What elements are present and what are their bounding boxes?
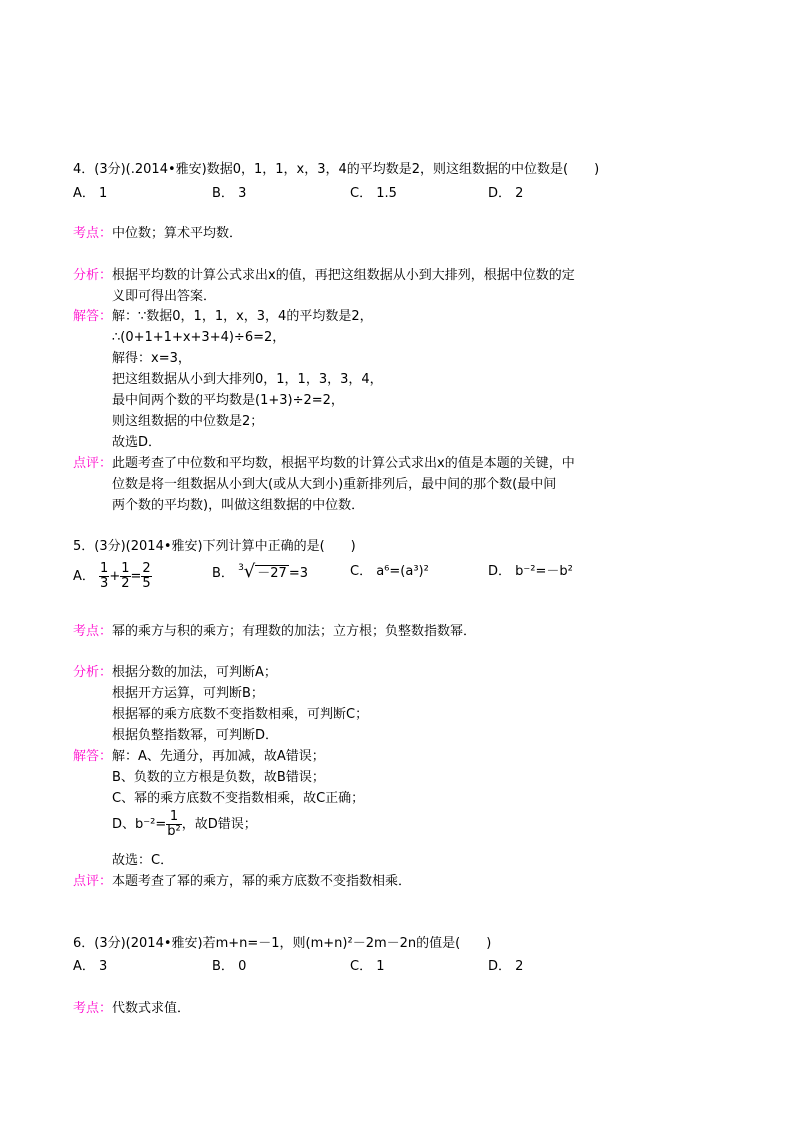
q5-jieda-label: 解答： [73,749,113,764]
option-text: 1 [376,959,385,974]
q4-jieda-line: 故选D． [112,435,162,450]
jieda-d-prefix: D、b⁻²= [112,817,167,832]
q4-dianping-line: 位数是将一组数据从小到大(或从大到小)重新排列后，最中间的那个数(最中间 [112,477,557,492]
option-text: 2 [515,959,524,974]
q6-stem: 6．(3分)(2014•雅安)若m+n=－1，则(m+n)²－2m－2n的值是( ) [73,936,492,951]
q5-stem: 5．(3分)(2014•雅安)下列计算中正确的是( ) [73,539,356,554]
option-key: A． [73,569,95,584]
numerator: 1 [100,561,109,576]
q4-stem: 4．(3分)(.2014•雅安)数据0，1，1，x，3，4的平均数是2，则这组数据的中位数是( ) [73,162,600,177]
radicand: －27 [257,566,287,581]
q5-dianping: 本题考查了幂的乘方，幂的乘方底数不变指数相乘． [112,874,412,889]
q6-kaodian: 代数式求值． [112,1001,191,1016]
q4-dianping-line: 两个数的平均数)，叫做这组数据的中位数． [112,498,365,513]
fraction [99,562,109,591]
q4-jieda-line: ∴(0+1+1+x+3+4)÷6=2， [112,330,286,345]
fraction [120,562,130,591]
option-key: C． [350,186,373,201]
q4-jieda-line: 最中间两个数的平均数是(1+3)÷2=2， [112,393,344,408]
q5-option-c [350,564,429,580]
option-key: D． [488,959,512,974]
option-text: 3 [238,186,247,201]
q6-option-d [488,959,523,975]
numerator: 1 [121,561,130,576]
q4-dianping-line: 此题考查了中位数和平均数，根据平均数的计算公式求出x的值是本题的关键，中 [112,456,575,471]
q5-option-d [488,564,573,580]
option-key: B． [212,959,234,974]
option-key: C． [350,959,373,974]
denominator: b² [167,824,181,839]
option-key: D． [488,186,512,201]
option-text: b⁻²=－b² [515,564,573,579]
option-key: A． [73,186,95,201]
option-text: 3 [99,959,108,974]
q4-fenxi-line: 义即可得出答案． [112,289,217,304]
q5-fenxi-line: 根据开方运算，可判断B； [112,686,264,701]
denominator: 5 [142,576,151,591]
option-text: 2 [515,186,524,201]
fraction [141,562,151,591]
q5-fenxi-line: 根据幂的乘方底数不变指数相乘，可判断C； [112,707,369,722]
cube-root [238,561,289,583]
radical-sign: √ [243,561,256,582]
denominator: 2 [121,576,130,591]
q4-option-a [73,186,107,202]
option-key: B． [212,186,234,201]
q5-option-a [73,562,152,591]
q5-jieda-line: 解：A、先通分，再加减，故A错误； [112,749,325,764]
q4-jieda-label: 解答： [73,309,113,324]
jieda-d-suffix: ，故D错误； [181,817,257,832]
option-key: A． [73,959,95,974]
option-text: 1.5 [376,186,397,201]
q4-option-c [350,186,397,202]
option-key: C． [350,564,373,579]
denominator: 3 [100,576,109,591]
q4-dianping-label: 点评： [73,456,113,471]
q5-kaodian: 幂的乘方与积的乘方；有理数的加法；立方根；负整数指数幂． [112,624,477,639]
q5-jieda-line-d [112,810,257,839]
option-text: =3 [288,566,308,581]
q5-kaodian-label: 考点： [73,624,113,639]
q4-option-d [488,186,523,202]
numerator: 2 [142,561,151,576]
q5-jieda-line: C、幂的乘方底数不变指数相乘，故C正确； [112,791,365,806]
equals-sign: = [130,569,142,584]
q5-dianping-label: 点评： [73,874,113,889]
q4-kaodian-label: 考点： [73,226,113,241]
numerator: 1 [166,810,181,825]
q6-option-b [212,959,246,975]
q4-jieda-line: 解：∵数据0，1，1，x，3，4的平均数是2， [112,309,373,324]
q4-jieda-line: 解得：x=3， [112,351,191,366]
q4-kaodian: 中位数；算术平均数． [112,226,243,241]
q5-jieda-end: 故选：C． [112,853,174,868]
q4-option-b [212,186,246,202]
root-index: 3 [238,563,244,573]
fraction [166,810,181,839]
q5-fenxi-line: 根据分数的加法，可判断A； [112,665,277,680]
plus-sign: + [109,569,121,584]
q4-fenxi-label: 分析： [73,268,113,283]
option-key: B． [212,566,234,581]
option-text: a⁶=(a³)² [376,564,429,579]
q4-jieda-line: 把这组数据从小到大排列0，1，1，3，3，4， [112,372,383,387]
q4-jieda-line: 则这组数据的中位数是2； [112,414,264,429]
q5-option-b [212,561,308,583]
q6-option-a [73,959,107,975]
option-text: 0 [238,959,247,974]
option-text: 1 [99,186,108,201]
option-key: D． [488,564,512,579]
q6-kaodian-label: 考点： [73,1001,113,1016]
q4-fenxi-line: 根据平均数的计算公式求出x的值，再把这组数据从小到大排列，根据中位数的定 [112,268,575,283]
q5-fenxi-line: 根据负整指数幂，可判断D． [112,728,279,743]
q5-jieda-line: B、负数的立方根是负数，故B错误； [112,770,325,785]
q5-fenxi-label: 分析： [73,665,113,680]
q6-option-c [350,959,385,975]
